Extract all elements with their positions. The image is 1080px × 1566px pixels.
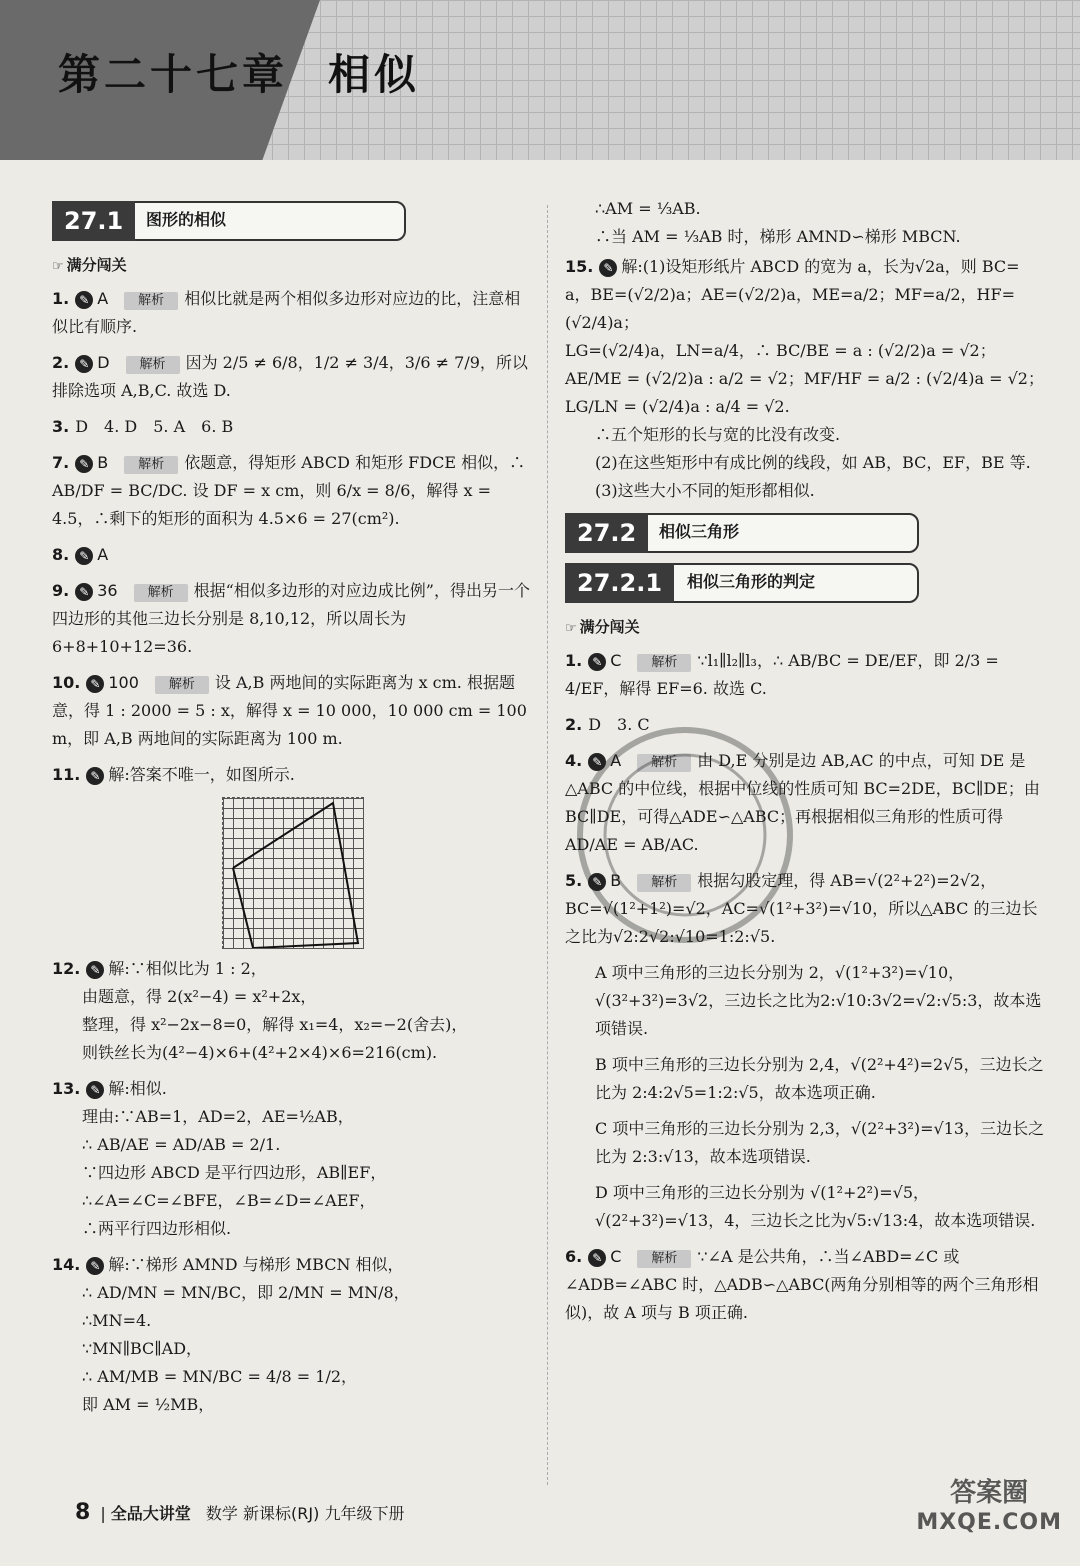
grid-figure	[222, 797, 364, 949]
watermark-url: MXQE.COM	[916, 1510, 1062, 1535]
item-answer: 解	[108, 765, 125, 784]
item-text: 根据“相似多边形的对应边成比例”，得出另一个四边形的其他三边长分别是 8,10,12，所以周长为 6+8+10+12=36.	[52, 581, 530, 656]
chapter-label: 第二十七章	[58, 50, 289, 99]
solution-line: ∴∠A=∠C=∠BFE，∠B=∠D=∠AEF，	[82, 1191, 376, 1210]
stamp-graphic	[570, 720, 800, 950]
left-column	[52, 195, 532, 1427]
answer-item-13	[52, 1075, 532, 1243]
solution-line: LG=(√2/4)a，LN=a/4，∴ BC/BE = a : (√2/2)a = √2；	[565, 341, 996, 360]
item-number: 14.	[52, 1255, 81, 1274]
item-number: 15.	[565, 257, 594, 276]
analysis-tag: 解析	[637, 754, 691, 772]
pencil-icon: ✎	[86, 1257, 104, 1275]
solution-line: 由题意，得 2(x²−4) = x²+2x，	[82, 987, 317, 1006]
answer-item	[52, 761, 532, 789]
quadrilateral-shape	[233, 803, 358, 948]
analysis-tag: 解析	[637, 874, 691, 892]
column-divider	[547, 205, 548, 1485]
item-answer: A	[97, 289, 109, 308]
solution-line: (2)在这些矩形中有成比例的线段，如 AB，BC，EF，BE 等.	[595, 453, 1031, 472]
item-text: 设 A,B 两地间的实际距离为 x cm. 根据题意，得 1 : 2000 = 5 : x，解得 x = 10 000，10 000 cm = 100 m，即 A,B 两地间的实际距离为 100 m.	[52, 673, 527, 748]
pencil-icon: ✎	[86, 675, 104, 693]
solution-line: ∵MN∥BC∥AD，	[82, 1339, 203, 1358]
section-number: 27.2	[565, 513, 648, 553]
book-brand: 全品大讲堂	[110, 1504, 191, 1523]
option-analysis: D 项中三角形的三边长分别为 √(1²+2²)=√5，√(2²+3²)=√13，4，三边长之比为√5:√13:4，故本选项错误.	[595, 1183, 1036, 1230]
item-number: 1.	[52, 289, 70, 308]
answer-item	[52, 669, 532, 753]
analysis-tag: 解析	[134, 584, 188, 602]
item-text: D 3. C	[588, 715, 650, 734]
answer-item	[52, 577, 532, 661]
watermark-main: 答案圈	[950, 1478, 1029, 1508]
solution-line: 解:(1)设矩形纸片 ABCD 的宽为 a，长为√2a，则 BC=	[621, 257, 1020, 276]
item-answer: 36	[97, 581, 118, 600]
item-answer: B	[610, 871, 622, 890]
site-watermark	[916, 1478, 1062, 1538]
analysis-tag: 解析	[124, 292, 178, 310]
pencil-icon: ✎	[75, 355, 93, 373]
section-header-27-1	[52, 201, 406, 241]
item-number: 12.	[52, 959, 81, 978]
item-number: 5.	[565, 871, 583, 890]
pencil-icon: ✎	[86, 767, 104, 785]
analysis-tag: 解析	[126, 356, 180, 374]
subsection-number: 27.2.1	[565, 563, 674, 603]
option-analysis: A 项中三角形的三边长分别为 2，√(1²+3²)=√10，√(3²+3²)=3√2，三边长之比为2:√10:3√2=√2:√5:3，故本选项错误.	[595, 963, 1042, 1038]
full-score-marker: ☞ 满分闯关	[52, 251, 532, 281]
solution-line: (3)这些大小不同的矩形都相似.	[595, 481, 815, 500]
answer-item	[565, 1243, 1045, 1327]
pencil-icon: ✎	[588, 873, 606, 891]
item-number: 10.	[52, 673, 81, 692]
solution-line: AE/ME = (√2/2)a : a/2 = √2；MF/HF = a/2 : (√2/4)a = √2；	[565, 369, 1044, 388]
option-analysis: B 项中三角形的三边长分别为 2,4，√(2²+4²)=2√5，三边长之比为 2:4:2√5=1:2:√5，故本选项正确.	[595, 1055, 1044, 1102]
page-footer: 8 | 全品大讲堂 数学 新课标(RJ) 九年级下册	[75, 1500, 405, 1525]
pencil-icon: ✎	[599, 259, 617, 277]
item-number: 8.	[52, 545, 70, 564]
chapter-name: 相似	[328, 50, 421, 99]
answer-item-12	[52, 955, 532, 1067]
answer-item-14	[52, 1251, 532, 1419]
solution-line: ∴MN=4.	[82, 1311, 152, 1330]
item-answer: C	[610, 651, 622, 670]
item-number: 11.	[52, 765, 81, 784]
solution-line: ∵四边形 ABCD 是平行四边形，AB∥EF，	[82, 1163, 387, 1182]
grade-label: 九年级下册	[324, 1504, 405, 1523]
option-analysis: C 项中三角形的三边长分别为 2,3，√(2²+3²)=√13，三边长之比为 2:3:√13，故本选项错误.	[595, 1119, 1045, 1166]
section-title: 图形的相似	[146, 210, 227, 229]
page-number: 8	[75, 1500, 91, 1525]
chapter-title	[58, 42, 460, 102]
solution-line: 整理，得 x²−2x−8=0，解得 x₁=4，x₂=−2(舍去)，	[82, 1015, 468, 1034]
item-number: 4.	[565, 751, 583, 770]
solution-line: ∴AM = ⅓AB.	[595, 199, 701, 218]
analysis-tag: 解析	[637, 654, 691, 672]
item-text: 根据勾股定理，得 AB=√(2²+2²)=2√2，BC=√(1²+1²)=√2，AC=√(1²+3²)=√10，所以△ABC 的三边长之比为√2:2√2:√10=1:2:√5.	[565, 871, 1038, 946]
pencil-icon: ✎	[588, 1249, 606, 1267]
solution-line: ∴ AB/AE = AD/AB = 2/1.	[82, 1135, 281, 1154]
section-header-27-2	[565, 513, 919, 553]
item-text: ∵∠A 是公共角，∴当∠ABD=∠C 或∠ADB=∠ABC 时，△ADB∽△ABC(两角分别相等的两个三角形相似)，故 A 项与 B 项正确.	[565, 1247, 1039, 1322]
solution-line: 则铁丝长为(4²−4)×6+(4²+2×4)×6=216(cm).	[82, 1043, 438, 1062]
item-text: 依题意，得矩形 ABCD 和矩形 FDCE 相似，∴ AB/DF = BC/DC. 设 DF = x cm，则 6/x = 8/6，解得 x = 4.5，∴剩下的矩形的面积为 4.5×6 = 27(cm²).	[52, 453, 526, 528]
item-text: :答案不唯一，如图所示.	[124, 765, 295, 784]
solution-line: ∴ AD/MN = MN/BC，即 2/MN = MN/8，	[82, 1283, 410, 1302]
item-answer: A	[610, 751, 622, 770]
analysis-tag: 解析	[637, 1250, 691, 1268]
answer-item	[52, 449, 532, 533]
item-answer: A	[97, 545, 109, 564]
answer-item	[52, 285, 532, 341]
item-number: 9.	[52, 581, 70, 600]
edition-label: 新课标(RJ)	[243, 1504, 320, 1523]
solution-line: ∴两平行四边形相似.	[82, 1219, 232, 1238]
subsection-header-27-2-1	[565, 563, 919, 603]
answer-item	[52, 541, 532, 569]
item-text: 因为 2/5 ≠ 6/8，1/2 ≠ 3/4，3/6 ≠ 7/9，所以排除选项 A,B,C. 故选 D.	[52, 353, 528, 400]
pencil-icon: ✎	[75, 583, 93, 601]
item-answer: D	[97, 353, 110, 372]
subsection-title: 相似三角形的判定	[687, 572, 816, 591]
item-number: 2.	[565, 715, 583, 734]
pencil-icon: ✎	[588, 753, 606, 771]
solution-line: 解:∵梯形 AMND 与梯形 MBCN 相似，	[108, 1255, 404, 1274]
solution-line: LG/LN = (√2/4)a : a/4 = √2.	[565, 397, 790, 416]
pencil-icon: ✎	[75, 291, 93, 309]
section-number: 27.1	[52, 201, 135, 241]
analysis-tag: 解析	[124, 456, 178, 474]
pencil-icon: ✎	[86, 1081, 104, 1099]
item-answer: C	[610, 1247, 622, 1266]
item-number: 13.	[52, 1079, 81, 1098]
item-text: D 4. D 5. A 6. B	[75, 417, 234, 436]
subject-label: 数学	[205, 1504, 238, 1523]
analysis-tag: 解析	[155, 676, 209, 694]
answer-item	[52, 413, 532, 441]
solution-line: ∴当 AM = ⅓AB 时，梯形 AMND∽梯形 MBCN.	[595, 227, 961, 246]
section-title: 相似三角形	[659, 522, 740, 541]
item-number: 2.	[52, 353, 70, 372]
item-text: 由 D,E 分别是边 AB,AC 的中点，可知 DE 是△ABC 的中位线，根据中位线的性质可知 BC=2DE，BC∥DE；由 BC∥DE，可得△ADE∽△ABC；再根据相似三角形的性质可得 AD/AE = AB/AC.	[565, 751, 1040, 854]
pencil-icon: ✎	[75, 455, 93, 473]
item-number: 3.	[52, 417, 70, 436]
solution-line: 理由:∵AB=1，AD=2，AE=½AB，	[82, 1107, 354, 1126]
answer-item	[52, 349, 532, 405]
answer-item	[565, 647, 1045, 703]
answer-item-15	[565, 253, 1045, 505]
full-score-marker: ☞ 满分闯关	[565, 613, 1045, 643]
pencil-icon: ✎	[75, 547, 93, 565]
item-answer: B	[97, 453, 109, 472]
item-text: ∵l₁∥l₂∥l₃，∴ AB/BC = DE/EF，即 2/3 = 4/EF，解得 EF=6. 故选 C.	[565, 651, 999, 698]
pencil-icon: ✎	[588, 653, 606, 671]
solution-line: ∴五个矩形的长与宽的比没有改变.	[595, 425, 841, 444]
solution-line: 解:∵相似比为 1 : 2，	[108, 959, 267, 978]
item-answer: 100	[108, 673, 139, 692]
pencil-icon: ✎	[86, 961, 104, 979]
item-number: 6.	[565, 1247, 583, 1266]
item-text: 相似比就是两个相似多边形对应边的比，注意相似比有顺序.	[52, 289, 521, 336]
solution-line: 解:相似.	[108, 1079, 167, 1098]
item-number: 7.	[52, 453, 70, 472]
item-number: 1.	[565, 651, 583, 670]
solution-line: a，BE=(√2/2)a；AE=(√2/2)a，ME=a/2；MF=a/2，HF=(√2/4)a；	[565, 285, 1016, 332]
solution-line: ∴ AM/MB = MN/BC = 4/8 = 1/2，	[82, 1367, 358, 1386]
solution-line: 即 AM = ½MB，	[82, 1395, 215, 1414]
